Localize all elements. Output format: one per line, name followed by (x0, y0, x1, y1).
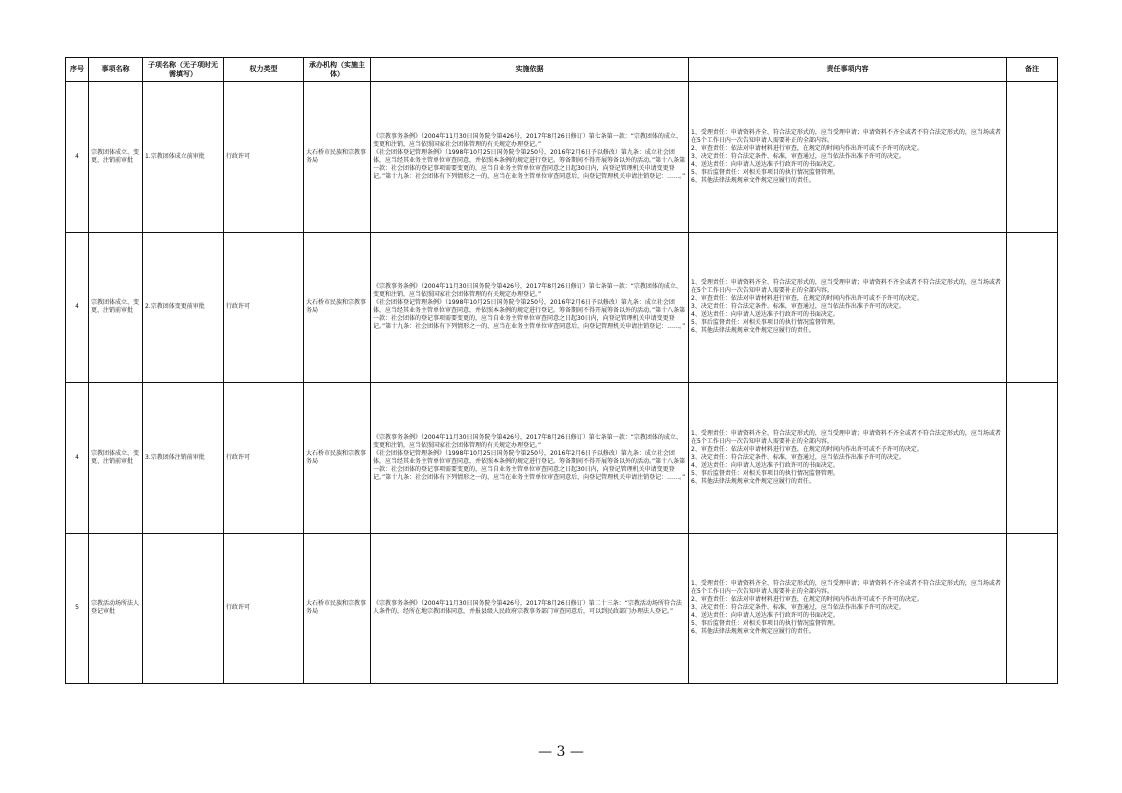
table-row (66, 82, 1058, 233)
page-number: — 3 — (538, 744, 584, 760)
cell-no: 4 (66, 232, 89, 383)
cell-item-name: 宗教团体成立、变更、注销前审批 (89, 82, 143, 233)
cell-item-name: 宗教团体成立、变更、注销前审批 (89, 232, 143, 383)
cell-organization: 大石桥市民族和宗教事务局 (304, 82, 371, 233)
responsibility-line: 5、事后监督责任：对相关事项目的执行情况监督管理。 (691, 620, 839, 628)
basis-paragraph: 《宗教事务条例》（2004年11月30日国务院令第426号，2017年8月26日修订）第七条第一款：“宗教团体的成立、变更和注销，应当依照国家社会团体管理的有关规定办理登记。” (373, 132, 682, 148)
table-row (66, 383, 1058, 534)
cell-remarks (1007, 533, 1058, 684)
cell-sub-item (143, 533, 224, 684)
responsibility-table (65, 57, 1058, 684)
cell-responsibility (689, 232, 1007, 383)
cell-no: 5 (66, 533, 89, 684)
basis-paragraph: 《宗教事务条例》（2004年11月30日国务院令第426号，2017年8月26日修订）第七条第一款：“宗教团体的成立、变更和注销，应当依照国家社会团体管理的有关规定办理登记。” (373, 433, 682, 449)
responsibility-line: 4、送达责任：向申请人送达准予行政许可的书面决定。 (691, 160, 839, 168)
table-header-row (66, 58, 1058, 82)
responsibility-line: 1、受理责任：申请资料齐全、符合法定形式的，应当受理申请；申请资料不齐全或者不符合法定形式的，应当场或者在5个工作日内一次告知申请人需要补正的全部内容。 (691, 128, 1001, 144)
responsibility-line: 2、审查责任：依法对申请材料进行审查，在规定的时间内作出许可或不予许可的决定。 (691, 445, 923, 453)
responsibility-line: 2、审查责任：依法对申请材料进行审查，在规定的时间内作出许可或不予许可的决定。 (691, 596, 923, 604)
responsibility-line: 3、决定责任：符合法定条件、标准，审查通过，应当依法作出准予许可的决定。 (691, 303, 905, 311)
header-remarks: 备注 (1007, 58, 1058, 82)
responsibility-line: 4、送达责任：向申请人送达准予行政许可的书面决定。 (691, 311, 839, 319)
header-power-type: 权力类型 (224, 58, 304, 82)
basis-paragraph: 《社会团体登记管理条例》（1998年10月25日国务院令第250号，2016年2月6日予以修改）第九条：成立社会团体，应当经其业务主管单位审查同意，并依照本条例的规定进行登记。筹备期间不得开展筹备以外的活动。”第十八条第一款：社会团体的登记事项需要变更的，应当自业务主管单位审查同意之日起30日内，向登记管理机关申请变更登记。”第十九条：社会团体有下列情形之一的，应当在业务主管单位审查同意后，向登记管理机关申请注销登记：……。” (373, 148, 686, 180)
responsibility-line: 1、受理责任：申请资料齐全、符合法定形式的，应当受理申请；申请资料不齐全或者不符合法定形式的，应当场或者在5个工作日内一次告知申请人需要补正的全部内容。 (691, 279, 1001, 295)
header-organization: 承办机构（实施主体） (304, 58, 371, 82)
responsibility-line: 1、受理责任：申请资料齐全、符合法定形式的，应当受理申请；申请资料不齐全或者不符合法定形式的，应当场或者在5个工作日内一次告知申请人需要补正的全部内容。 (691, 580, 1001, 596)
cell-power-type: 行政许可 (224, 82, 304, 233)
cell-no: 4 (66, 383, 89, 534)
header-no: 序号 (66, 58, 89, 82)
responsibility-line: 2、审查责任：依法对申请材料进行审查，在规定的时间内作出许可或不予许可的决定。 (691, 295, 923, 303)
responsibility-line: 4、送达责任：向申请人送达准予行政许可的书面决定。 (691, 461, 839, 469)
basis-paragraph: 《宗教事务条例》（2004年11月30日国务院令第426号，2017年8月26日修订）第七条第一款：“宗教团体的成立、变更和注销，应当依照国家社会团体管理的有关规定办理登记。” (373, 283, 682, 299)
header-responsibility: 责任事项内容 (689, 58, 1007, 82)
cell-legal-basis (371, 232, 689, 383)
cell-legal-basis (371, 82, 689, 233)
table-row (66, 533, 1058, 684)
cell-remarks (1007, 383, 1058, 534)
cell-remarks (1007, 232, 1058, 383)
cell-sub-item: 3.宗教团体注销前审批 (143, 383, 224, 534)
cell-legal-basis (371, 383, 689, 534)
header-legal-basis: 实施依据 (371, 58, 689, 82)
responsibility-line: 4、送达责任：向申请人送达准予行政许可的书面决定。 (691, 612, 839, 620)
cell-organization: 大石桥市民族和宗教事务局 (304, 232, 371, 383)
responsibility-line: 6、其他法律法规规章文件规定应履行的责任。 (691, 327, 815, 335)
cell-organization: 大石桥市民族和宗教事务局 (304, 533, 371, 684)
cell-no: 4 (66, 82, 89, 233)
responsibility-line: 5、事后监督责任：对相关事项目的执行情况监督管理。 (691, 319, 839, 327)
responsibility-line: 6、其他法律法规规章文件规定应履行的责任。 (691, 176, 815, 184)
responsibility-line: 2、审查责任：依法对申请材料进行审查，在规定的时间内作出许可或不予许可的决定。 (691, 144, 923, 152)
cell-power-type: 行政许可 (224, 383, 304, 534)
cell-power-type: 行政许可 (224, 232, 304, 383)
responsibility-line: 3、决定责任：符合法定条件、标准，审查通过，应当依法作出准予许可的决定。 (691, 152, 905, 160)
responsibility-line: 5、事后监督责任：对相关事项目的执行情况监督管理。 (691, 168, 839, 176)
responsibility-line: 3、决定责任：符合法定条件、标准，审查通过，应当依法作出准予许可的决定。 (691, 604, 905, 612)
cell-responsibility (689, 383, 1007, 534)
cell-responsibility (689, 82, 1007, 233)
cell-legal-basis (371, 533, 689, 684)
responsibility-line: 6、其他法律法规规章文件规定应履行的责任。 (691, 628, 815, 636)
basis-paragraph: 《社会团体登记管理条例》（1998年10月25日国务院令第250号，2016年2月6日予以修改）第九条：成立社会团体，应当经其业务主管单位审查同意，并依照本条例的规定进行登记。筹备期间不得开展筹备以外的活动。”第十八条第一款：社会团体的登记事项需要变更的，应当自业务主管单位审查同意之日起30日内，向登记管理机关申请变更登记。”第十九条：社会团体有下列情形之一的，应当在业务主管单位审查同意后，向登记管理机关申请注销登记：……。” (373, 299, 686, 331)
responsibility-line: 6、其他法律法规规章文件规定应履行的责任。 (691, 477, 815, 485)
responsibility-line: 3、决定责任：符合法定条件、标准，审查通过，应当依法作出准予许可的决定。 (691, 453, 905, 461)
cell-item-name: 宗教团体成立、变更、注销前审批 (89, 383, 143, 534)
basis-paragraph: 《社会团体登记管理条例》（1998年10月25日国务院令第250号，2016年2月6日予以修改）第九条：成立社会团体，应当经其业务主管单位审查同意，并依照本条例的规定进行登记。筹备期间不得开展筹备以外的活动。”第十八条第一款：社会团体的登记事项需要变更的，应当自业务主管单位审查同意之日起30日内，向登记管理机关申请变更登记。”第十九条：社会团体有下列情形之一的，应当在业务主管单位审查同意后，向登记管理机关申请注销登记：……。” (373, 449, 686, 481)
table-row (66, 232, 1058, 383)
cell-organization: 大石桥市民族和宗教事务局 (304, 383, 371, 534)
cell-sub-item: 2.宗教团体变更前审批 (143, 232, 224, 383)
responsibility-line: 5、事后监督责任：对相关事项目的执行情况监督管理。 (691, 469, 839, 477)
cell-power-type: 行政许可 (224, 533, 304, 684)
basis-paragraph: 《宗教事务条例》（2004年11月30日国务院令第426号，2017年8月26日修订）第二十三条：“宗教活动场所符合法人条件的，经所在地宗教团体同意，并报县级人民政府宗教事务部门审查同意后，可以到民政部门办理法人登记。” (373, 600, 682, 616)
cell-remarks (1007, 82, 1058, 233)
responsibility-line: 1、受理责任：申请资料齐全、符合法定形式的，应当受理申请；申请资料不齐全或者不符合法定形式的，应当场或者在5个工作日内一次告知申请人需要补正的全部内容。 (691, 429, 1001, 445)
cell-sub-item: 1.宗教团体成立前审批 (143, 82, 224, 233)
header-item-name: 事项名称 (89, 58, 143, 82)
cell-item-name: 宗教活动场所法人登记审批 (89, 533, 143, 684)
header-sub-item: 子项名称（无子项时无需填写） (143, 58, 224, 82)
cell-responsibility (689, 533, 1007, 684)
